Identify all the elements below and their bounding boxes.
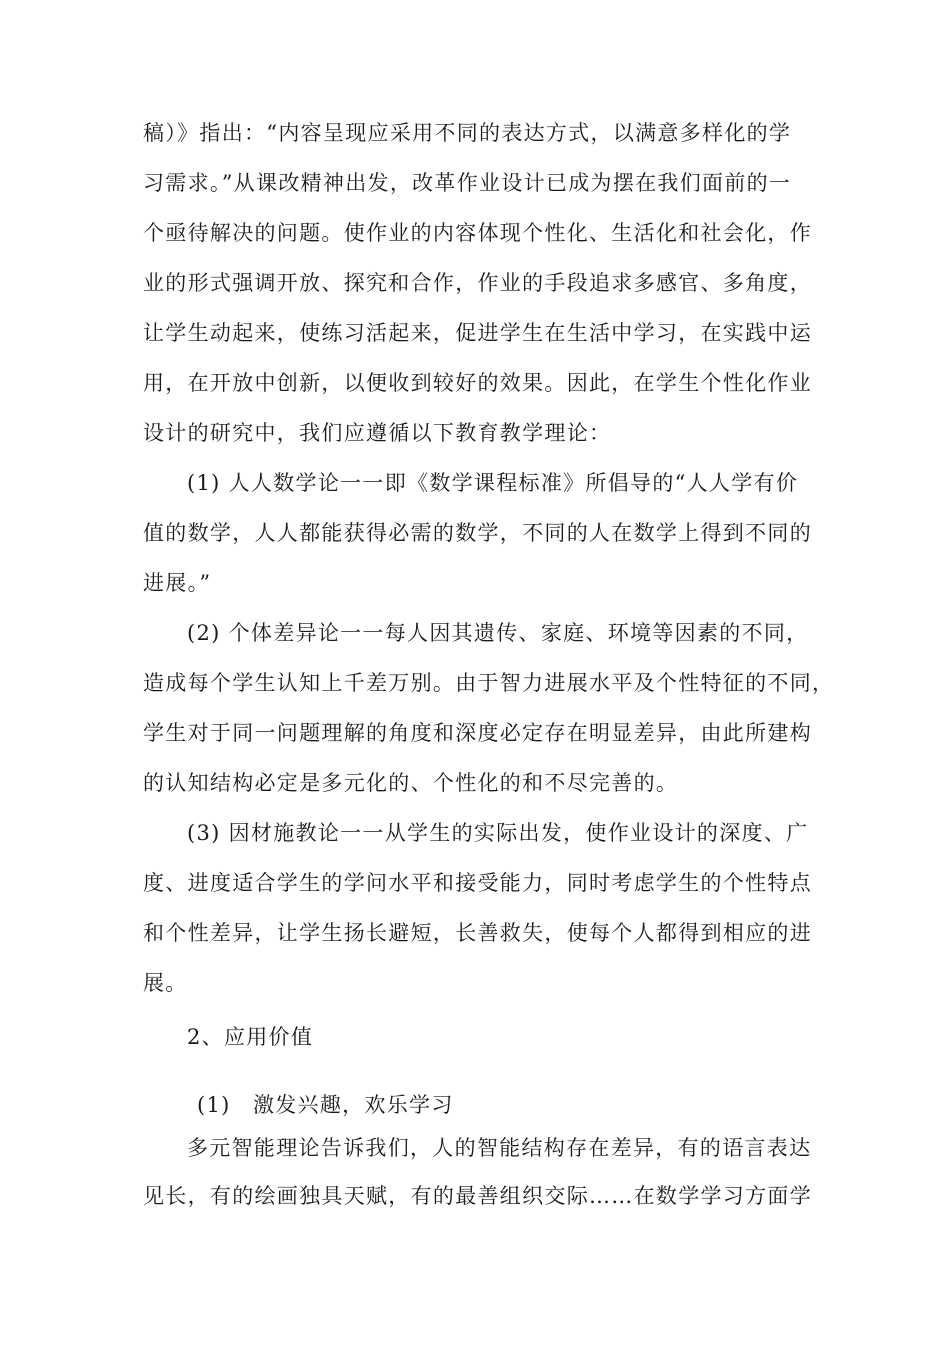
text-line: 用，在开放中创新，以便收到较好的效果。因此，在学生个性化作业 (143, 371, 812, 395)
text-line: 多元智能理论告诉我们，人的智能结构存在差异，有的语言表达 (187, 1136, 812, 1160)
text-line: 造成每个学生认知上千差万别。由于智力进展水平及个性特征的不同， (143, 671, 835, 695)
text-line: 让学生动起来，使练习活起来，促进学生在生活中学习，在实践中运 (143, 321, 812, 345)
text-line: 的认知结构必定是多元化的、个性化的和不尽完善的。 (143, 771, 679, 795)
text-line: 度、进度适合学生的学问水平和接受能力，同时考虑学生的个性特点 (143, 871, 812, 895)
text-line: 稿）》指出：“内容呈现应采用不同的表达方式，以满意多样化的学 (143, 121, 792, 145)
subsection-heading: (1) 激发兴趣，欢乐学习 (197, 1093, 454, 1117)
section-heading: 2、应用价值 (187, 1025, 314, 1049)
text-line: 个亟待解决的问题。使作业的内容体现个性化、生活化和社会化，作 (143, 221, 812, 245)
list-item-1-line: (1) 人人数学论一一即《数学课程标准》所倡导的“人人学有价 (187, 471, 799, 495)
text-line: 展。 (143, 971, 188, 995)
list-item-3-line: (3) 因材施教论一一从学生的实际出发，使作业设计的深度、广 (187, 821, 809, 845)
text-line: 学生对于同一问题理解的角度和深度必定存在明显差异，由此所建构 (143, 721, 812, 745)
text-line: 设计的研究中，我们应遵循以下教育教学理论： (143, 421, 612, 445)
text-line: 业的形式强调开放、探究和合作，作业的手段追求多感官、多角度， (143, 271, 812, 295)
list-item-2-line: (2) 个体差异论一一每人因其遗传、家庭、环境等因素的不同， (187, 621, 809, 645)
text-line: 习需求。”从课改精神出发，改革作业设计已成为摆在我们面前的一 (143, 171, 792, 195)
text-line: 进展。” (143, 571, 212, 595)
text-line: 和个性差异，让学生扬长避短，长善救失，使每个人都得到相应的进 (143, 921, 812, 945)
text-line: 见长，有的绘画独具天赋，有的最善组织交际……在数学学习方面学 (143, 1184, 812, 1208)
text-line: 值的数学，人人都能获得必需的数学，不同的人在数学上得到不同的 (143, 521, 812, 545)
